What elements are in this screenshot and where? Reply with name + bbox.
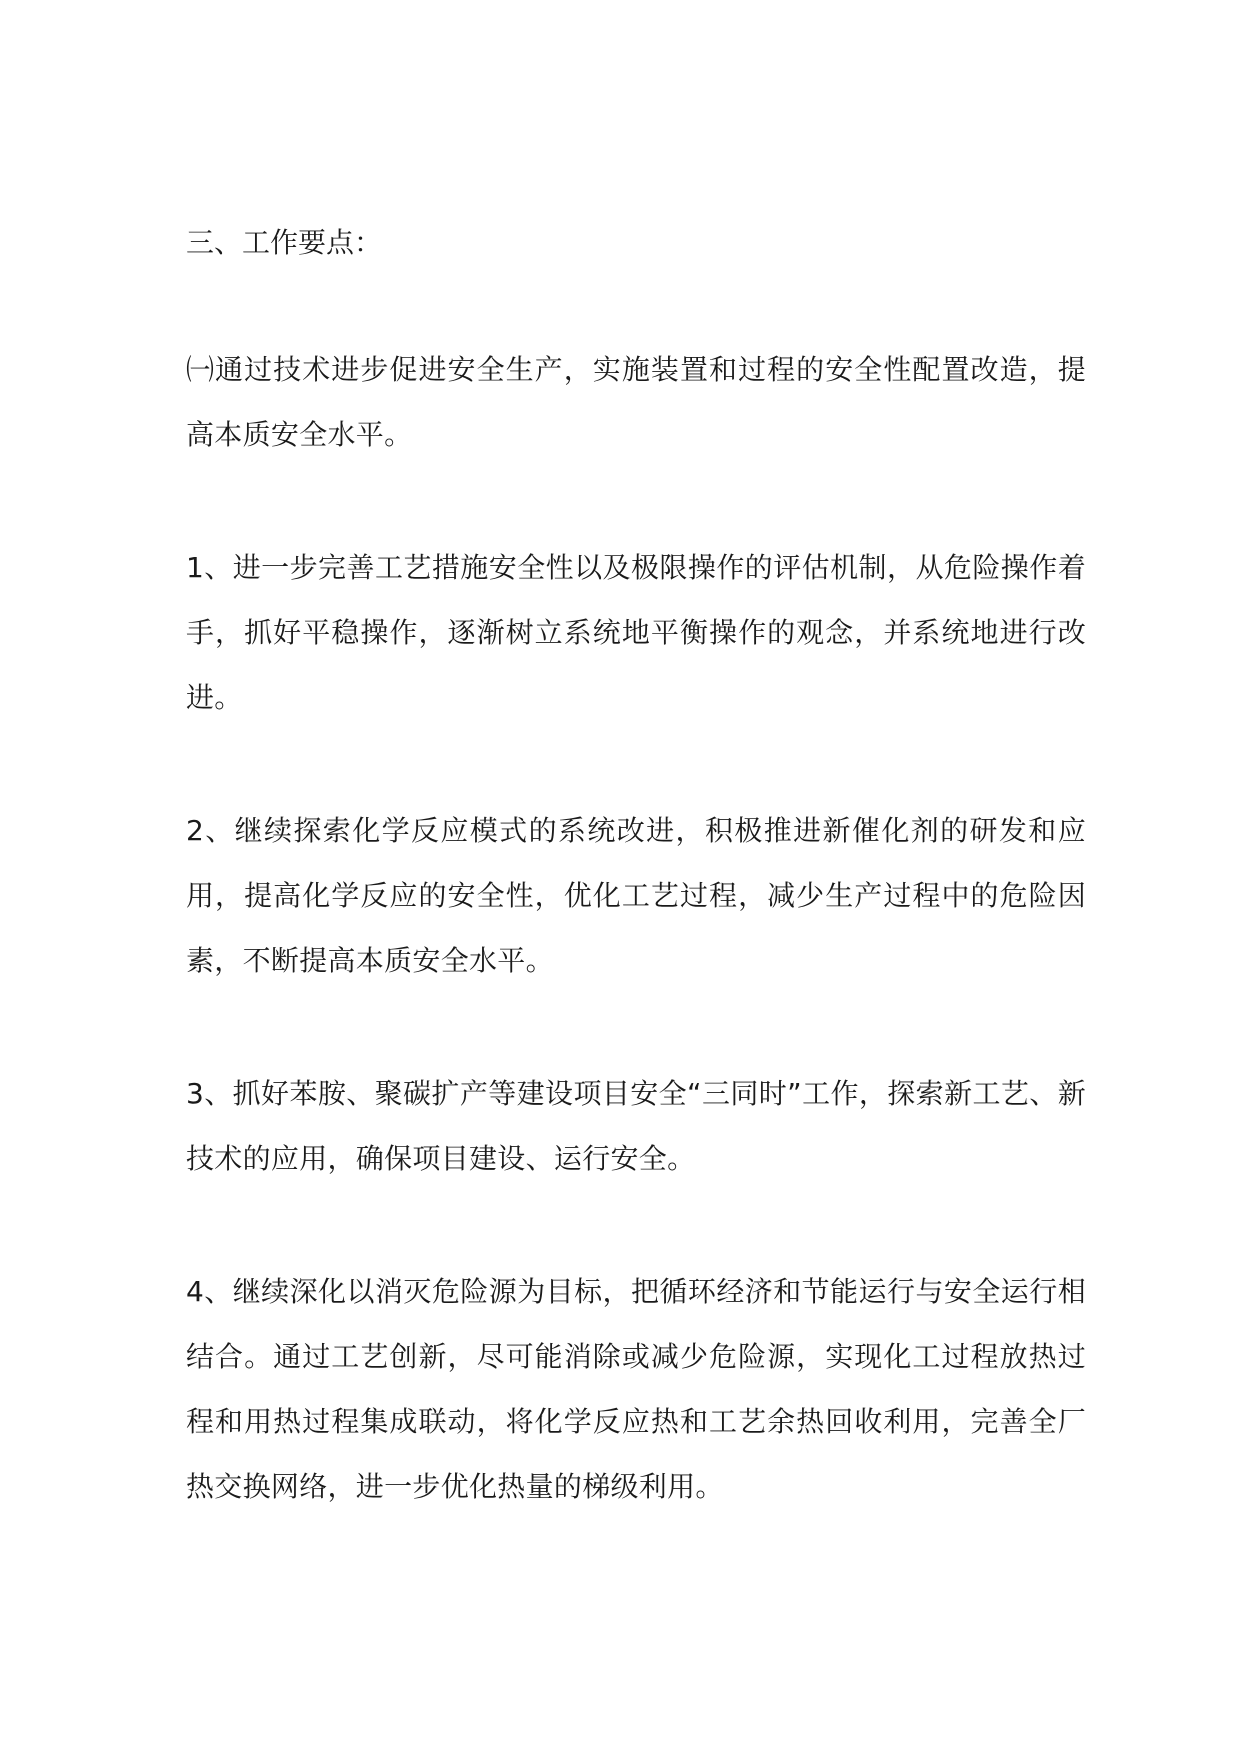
paragraph-item-4: 4、继续深化以消灭危险源为目标，把循环经济和节能运行与安全运行相结合。通过工艺创新，尽可能消除或减少危险源，实现化工过程放热过程和用热过程集成联动，将化学反应热和工艺余热回收利用，完善全厂热交换网络，进一步优化热量的梯级利用。 bbox=[186, 1275, 1086, 1503]
document-body bbox=[186, 226, 1086, 1519]
paragraph-item-3: 3、抓好苯胺、聚碳扩产等建设项目安全“三同时”工作，探索新工艺、新技术的应用，确保项目建设、运行安全。 bbox=[186, 1077, 1086, 1175]
paragraph-intro: ㈠通过技术进步促进安全生产，实施装置和过程的安全性配置改造，提高本质安全水平。 bbox=[186, 353, 1086, 451]
paragraph-item-2: 2、继续探索化学反应模式的系统改进，积极推进新催化剂的研发和应用，提高化学反应的安全性，优化工艺过程，减少生产过程中的危险因素，不断提高本质安全水平。 bbox=[186, 814, 1086, 977]
section-heading: 三、工作要点： bbox=[186, 226, 383, 259]
paragraph-item-1: 1、进一步完善工艺措施安全性以及极限操作的评估机制，从危险操作着手，抓好平稳操作，逐渐树立系统地平衡操作的观念，并系统地进行改进。 bbox=[186, 551, 1086, 714]
